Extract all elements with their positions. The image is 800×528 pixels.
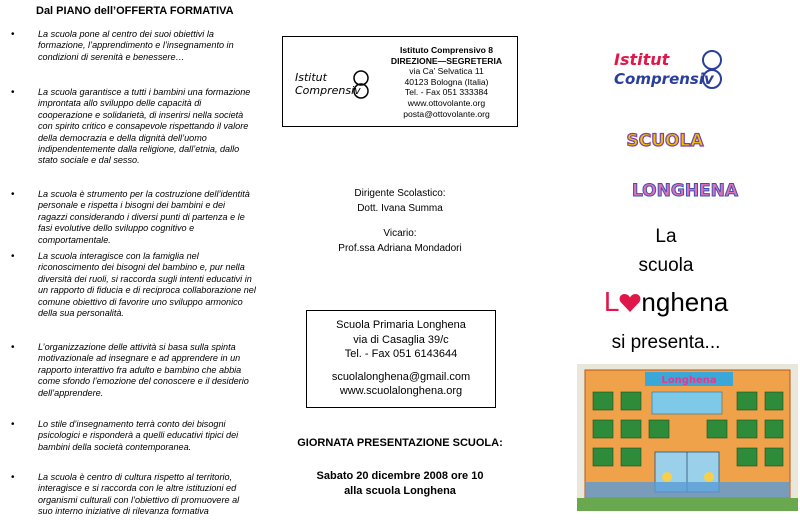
pof-heading: Dal PIANO dell’OFFERTA FORMATIVA [36,5,234,17]
institute-office: DIREZIONE—SEGRETERIA [390,55,503,66]
istituto-logo-color [612,46,724,94]
dirigente-label: Dirigente Scolastico: [354,188,446,199]
school-web[interactable]: www.scuolalonghena.org [339,385,463,397]
pof-item: • La scuola interagisce con la famiglia nel riconoscimento dei bisogni del bambino e, pur nella diversità dei ruoli, si raccorda sugli intenti educativi in un rapporto di fiducia e di reciproca collaborazione nel comune obiettivo di favorire uno sviluppo armonico della sua personalità. [38,251,256,319]
school-box [306,310,496,408]
title-presenta: si presenta... [611,332,721,353]
pof-item: • La scuola garantisce a tutti i bambini una formazione improntata allo sviluppo delle capacità di cooperazione e solidarietà, di inserirsi nella società con spirito critico e consapevole rispettando il valore della democrazia e della dignità dell’uomo indipendentemente dalla religione, dall’etnia, dallo stato sociale e dal sesso. [38,87,256,167]
school-building-drawing [577,364,798,511]
vicario-name: Prof.ssa Adriana Mondadori [338,243,462,254]
vicario-label: Vicario: [383,228,417,239]
institute-address: via Ca’ Selvatica 11 [409,66,484,77]
title-longhena-rest: nghena [641,287,729,317]
school-address: via di Casaglia 39/c [353,333,449,346]
istituto-logo [293,67,373,101]
svg-text:SCUOLA: SCUOLA [626,131,704,151]
event-date: Sabato 20 dicembre 2008 ore 10 [316,470,484,482]
cover-column [532,0,800,528]
school-name: Scuola Primaria Longhena [336,319,466,331]
institute-email[interactable]: posta@ottovolante.org [403,108,490,119]
longhena-drawing [630,172,740,204]
svg-text:Comprensiv: Comprensiv [295,84,361,97]
svg-text:Istitut: Istitut [295,71,327,84]
pof-item: • L’organizzazione delle attività si basa sulla spinta motivazionale ad insegnare e ad apprendere in un rapporto interattivo fra adulto e bambino che abbia come sfondo l’emozione del conoscere e il desiderio dell’apprendere. [38,342,256,399]
event-place: alla scuola Longhena [344,485,456,497]
contacts-column [268,0,532,528]
svg-text:Istitut: Istitut [614,50,670,69]
pof-item: • La scuola è centro di cultura rispetto al territorio, interagisce e si raccorda con le altre istituzioni ed organismi culturali con l’obiettivo di promuovere al suo interno iniziative di rilevanza formativa [38,472,256,518]
institute-box [282,36,518,127]
institute-web[interactable]: www.ottovolante.org [407,97,486,108]
pof-item: • Lo stile d’insegnamento terrà conto dei bisogni psicologici e risponderà a quelli educativi tipici dei bambini della società contemporanea. [38,419,256,453]
title-longhena [532,286,800,318]
scuola-drawing [626,122,704,154]
institute-name: Istituto Comprensivo 8 [399,45,494,55]
svg-text:Longhena: Longhena [661,375,717,386]
title-longhena-initial: L [603,286,620,317]
institute-city: 40123 Bologna (Italia) [404,76,489,87]
institute-info [379,45,514,119]
pof-column [0,0,268,528]
pof-item: • La scuola è strumento per la costruzione dell’identità personale e rispetta i bisogni dei bambini e dei ragazzi considerando i diversi punti di partenza e le fasi evolutive dello sviluppo cognitivo e comportamentale. [38,189,256,246]
dirigente-name: Dott. Ivana Summa [357,203,443,214]
school-phone: Tel. - Fax 051 6143644 [344,348,458,360]
institute-phone: Tel. - Fax 051 333384 [404,87,489,98]
event-info [268,469,532,499]
svg-text:LONGHENA: LONGHENA [631,181,739,201]
title-la: La [655,226,677,247]
title-scuola: scuola [638,255,694,276]
heart-icon [619,293,641,313]
school-email[interactable]: scuolalonghena@gmail.com [331,370,471,383]
svg-text:Comprensiv: Comprensiv [614,70,714,88]
event-title: GIORNATA PRESENTAZIONE SCUOLA: [297,437,503,449]
pof-item: • La scuola pone al centro dei suoi obiettivi la formazione, l’apprendimento e l’insegnamento in condizioni di serenità e benessere… [38,29,256,63]
